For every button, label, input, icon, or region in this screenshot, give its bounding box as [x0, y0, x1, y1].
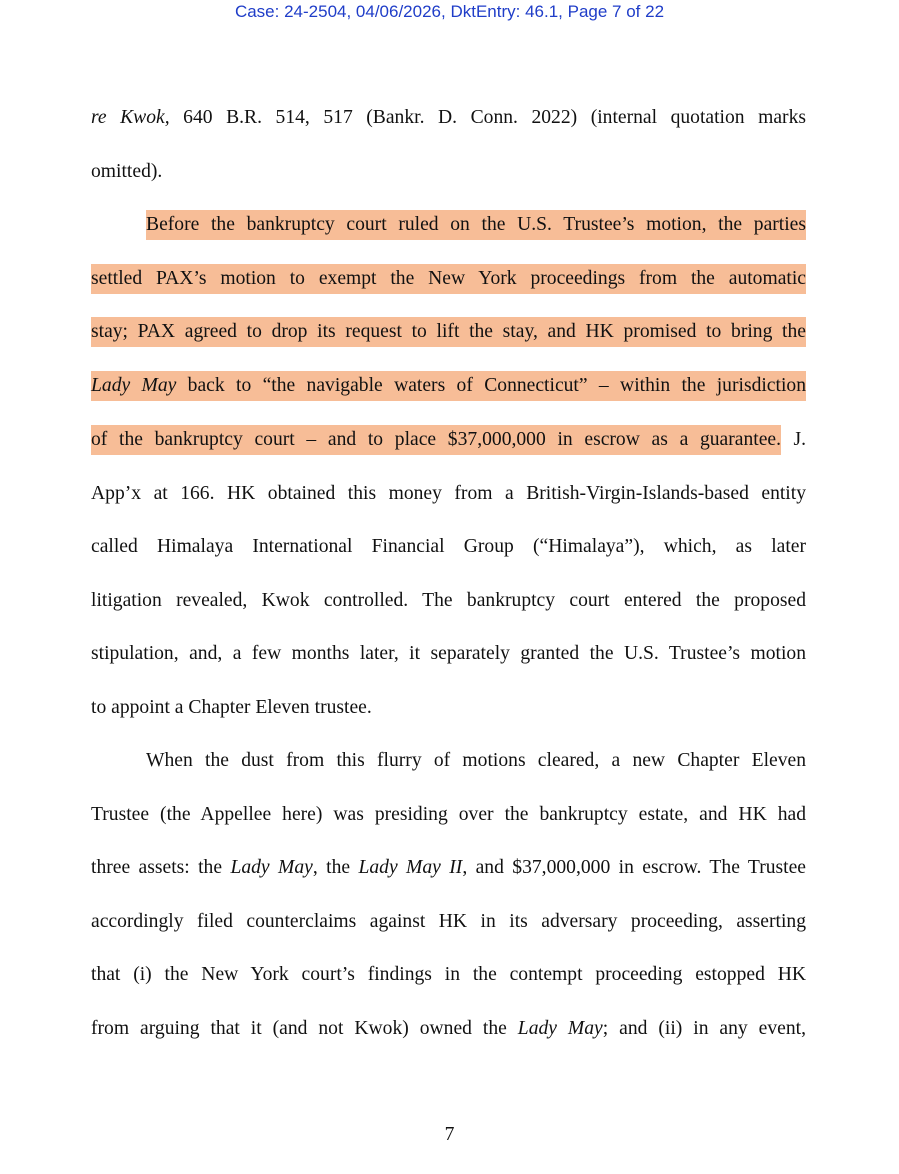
text-line-17: that (i) the New York court’s findings in the contempt proceeding estopped HK — [91, 964, 806, 985]
page-number: 7 — [444, 1124, 455, 1145]
citation-text: 640 B.R. 514, 517 (Bankr. D. Conn. 2022) (internal quotation marks — [169, 107, 806, 128]
text-line-1 — [91, 103, 806, 133]
text-line-18 — [91, 1014, 806, 1044]
highlighted-line-3: stay; PAX agreed to drop its request to lift the stay, and HK promised to bring the — [91, 317, 806, 347]
text-line-13: When the dust from this flurry of motions cleared, a new Chapter Eleven — [146, 750, 806, 771]
line-text: three assets: the — [91, 857, 231, 878]
text-line-15 — [91, 853, 806, 883]
highlighted-line-2: settled PAX’s motion to exempt the New York proceedings from the automatic — [91, 264, 806, 294]
text-line-7 — [91, 425, 806, 455]
line-text: , the — [312, 857, 359, 878]
highlighted-line-1: Before the bankruptcy court ruled on the U.S. Trustee’s motion, the parties — [146, 210, 806, 240]
vessel-name-italic: Lady May — [230, 857, 313, 878]
case-header: Case: 24-2504, 04/06/2026, DktEntry: 46.1, Page 7 of 22 — [234, 2, 665, 21]
text-line-16: accordingly filed counterclaims against HK in its adversary proceeding, asserting — [91, 911, 806, 932]
text-line-9: called Himalaya International Financial Group (“Himalaya”), which, as later — [91, 536, 806, 557]
text-line-11: stipulation, and, a few months later, it separately granted the U.S. Trustee’s motion — [91, 643, 806, 664]
text-line-14: Trustee (the Appellee here) was presiding over the bankruptcy estate, and HK had — [91, 804, 806, 825]
line-text: from arguing that it (and not Kwok) owned the — [91, 1018, 518, 1039]
vessel-name-italic: Lady May — [91, 375, 177, 396]
case-name-italic: re Kwok, — [91, 107, 170, 128]
text-line-10: litigation revealed, Kwok controlled. The bankruptcy court entered the proposed — [91, 590, 806, 611]
vessel-name-italic: Lady May II — [358, 857, 463, 878]
vessel-name-italic: Lady May — [517, 1018, 603, 1039]
line-text: , and $37,000,000 in escrow. The Trustee — [462, 857, 806, 878]
text-line-12: to appoint a Chapter Eleven trustee. — [91, 697, 372, 718]
text-line-2: omitted). — [91, 161, 163, 182]
citation-start: J. — [793, 429, 806, 450]
text-line-8: App’x at 166. HK obtained this money from a British-Virgin-Islands-based entity — [91, 483, 806, 504]
line-text: back to “the navigable waters of Connecticut” – within the jurisdiction — [176, 375, 806, 396]
highlighted-line-4 — [91, 371, 806, 401]
line-text: ; and (ii) in any event, — [602, 1018, 806, 1039]
highlighted-line-5: of the bankruptcy court – and to place $37,000,000 in escrow as a guarantee. — [91, 425, 781, 455]
